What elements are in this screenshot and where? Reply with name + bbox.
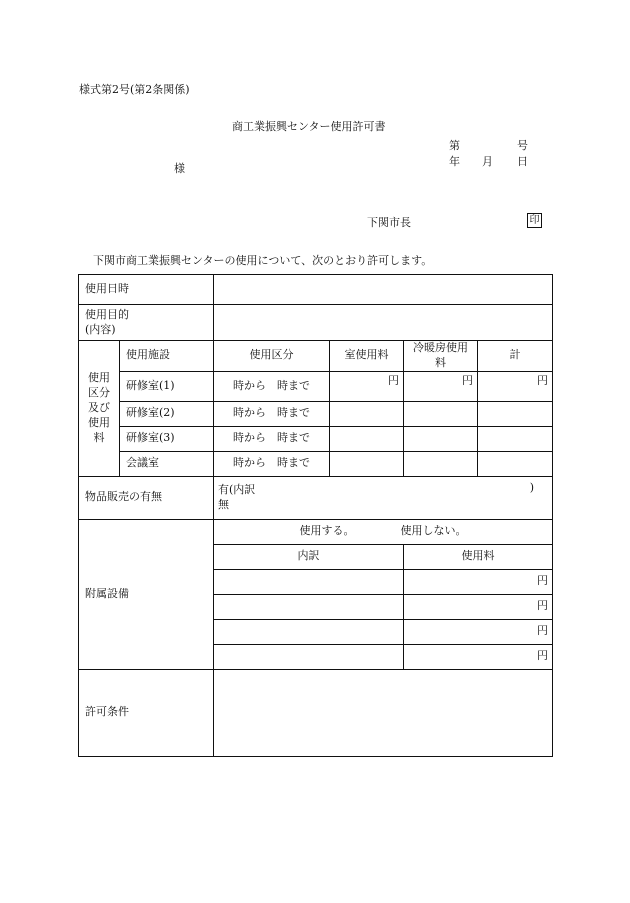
equipment-item-field[interactable] bbox=[214, 619, 404, 644]
equipment-label: 附属設備 bbox=[79, 519, 214, 669]
table-row bbox=[79, 426, 553, 451]
addressee-suffix: 様 bbox=[174, 162, 185, 175]
room-fee-field[interactable] bbox=[330, 451, 404, 476]
room-name: 研修室(2) bbox=[120, 401, 214, 426]
total-field[interactable] bbox=[478, 426, 553, 451]
total-yen[interactable]: 円 bbox=[478, 371, 553, 401]
usage-label-char: 使用 bbox=[88, 371, 110, 385]
sales-yes-option: 有(内訳 bbox=[218, 482, 256, 496]
ac-fee-field[interactable] bbox=[404, 451, 478, 476]
equipment-not-use-option[interactable]: 使用しない。 bbox=[400, 524, 467, 538]
date-year: 年 bbox=[449, 155, 460, 168]
usage-label-char: 及び bbox=[88, 400, 110, 414]
room-fee-yen[interactable]: 円 bbox=[330, 371, 404, 401]
permit-number-suffix: 号 bbox=[517, 139, 528, 152]
total-field[interactable] bbox=[478, 401, 553, 426]
equipment-fee-yen[interactable]: 円 bbox=[404, 644, 553, 669]
equipment-use-choice[interactable] bbox=[214, 519, 553, 544]
room-name: 研修室(3) bbox=[120, 426, 214, 451]
equipment-item-field[interactable] bbox=[214, 644, 404, 669]
total-field[interactable] bbox=[478, 451, 553, 476]
purpose-label-line1: 使用目的 bbox=[85, 307, 129, 321]
row-equipment-use bbox=[79, 519, 553, 544]
form-number: 様式第2号(第2条関係) bbox=[79, 83, 190, 96]
usage-label-char: 使用 bbox=[88, 415, 110, 429]
row-purpose bbox=[79, 305, 553, 341]
col-header-ac-fee: 冷暖房使用料 bbox=[404, 341, 478, 372]
usage-label-char: 区分 bbox=[88, 386, 110, 400]
datetime-field[interactable] bbox=[214, 275, 553, 305]
permit-form-table bbox=[78, 274, 553, 757]
row-conditions bbox=[79, 669, 553, 756]
room-name: 会議室 bbox=[120, 451, 214, 476]
col-header-room-fee: 室使用料 bbox=[330, 341, 404, 372]
equipment-fee-yen[interactable]: 円 bbox=[404, 594, 553, 619]
date-month: 月 bbox=[482, 155, 493, 168]
equipment-col-fee: 使用料 bbox=[404, 544, 553, 569]
col-header-category: 使用区分 bbox=[214, 341, 330, 372]
datetime-label: 使用日時 bbox=[79, 275, 214, 305]
issuer-name: 下関市長 bbox=[367, 216, 411, 229]
purpose-field[interactable] bbox=[214, 305, 553, 341]
room-name: 研修室(1) bbox=[120, 371, 214, 401]
equipment-fee-yen[interactable]: 円 bbox=[404, 619, 553, 644]
date-day: 日 bbox=[517, 155, 528, 168]
row-sales bbox=[79, 476, 553, 519]
purpose-label bbox=[79, 305, 214, 341]
conditions-field[interactable] bbox=[214, 669, 553, 756]
equipment-item-field[interactable] bbox=[214, 569, 404, 594]
row-datetime bbox=[79, 275, 553, 305]
room-fee-field[interactable] bbox=[330, 426, 404, 451]
time-range[interactable]: 時から 時まで bbox=[214, 371, 330, 401]
col-header-facility: 使用施設 bbox=[120, 341, 214, 372]
usage-fee-label bbox=[79, 341, 120, 477]
ac-fee-field[interactable] bbox=[404, 401, 478, 426]
room-fee-field[interactable] bbox=[330, 401, 404, 426]
ac-fee-yen[interactable]: 円 bbox=[404, 371, 478, 401]
conditions-label: 許可条件 bbox=[79, 669, 214, 756]
equipment-item-field[interactable] bbox=[214, 594, 404, 619]
document-title: 商工業振興センター使用許可書 bbox=[232, 120, 386, 133]
sales-label: 物品販売の有無 bbox=[79, 476, 214, 519]
purpose-label-line2: (内容) bbox=[85, 322, 116, 336]
time-range[interactable]: 時から 時まで bbox=[214, 426, 330, 451]
sales-no-option: 無 bbox=[218, 497, 229, 511]
table-row bbox=[79, 401, 553, 426]
ac-fee-field[interactable] bbox=[404, 426, 478, 451]
row-usage-header bbox=[79, 341, 553, 372]
col-header-total: 計 bbox=[478, 341, 553, 372]
permit-number-prefix: 第 bbox=[449, 139, 460, 152]
table-row bbox=[79, 451, 553, 476]
sales-paren-close: ) bbox=[529, 480, 534, 494]
intro-text: 下関市商工業振興センターの使用について、次のとおり許可します。 bbox=[93, 254, 433, 267]
time-range[interactable]: 時から 時まで bbox=[214, 451, 330, 476]
equipment-col-item: 内訳 bbox=[214, 544, 404, 569]
seal-stamp: 印 bbox=[527, 213, 542, 228]
sales-field[interactable] bbox=[214, 476, 553, 519]
equipment-use-option[interactable]: 使用する。 bbox=[299, 524, 355, 538]
equipment-fee-yen[interactable]: 円 bbox=[404, 569, 553, 594]
time-range[interactable]: 時から 時まで bbox=[214, 401, 330, 426]
table-row bbox=[79, 371, 553, 401]
usage-label-char: 料 bbox=[93, 430, 105, 444]
